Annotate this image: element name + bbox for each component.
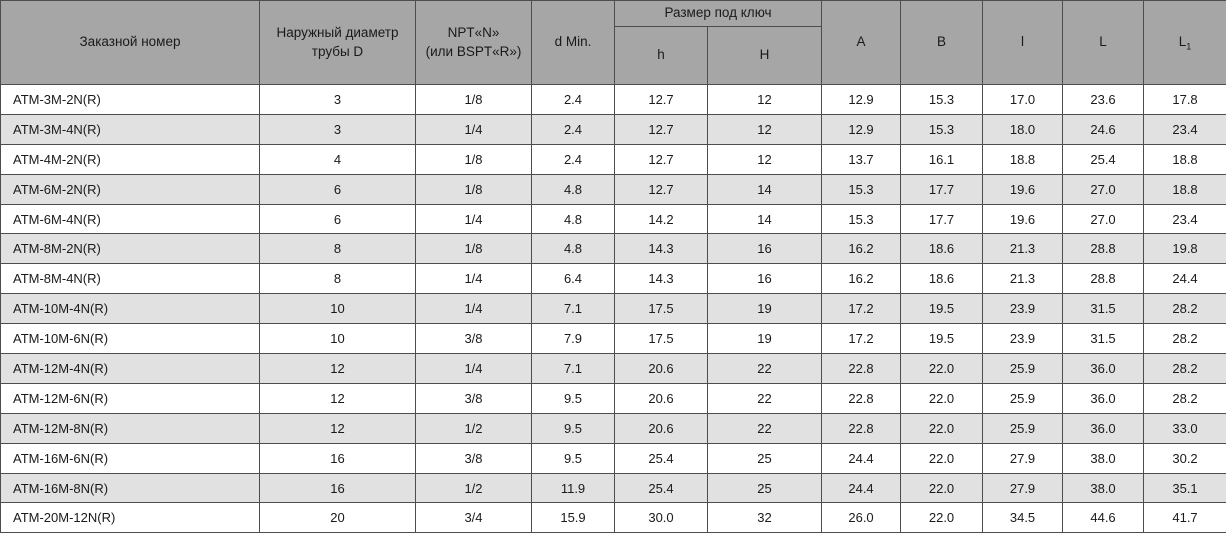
value-cell: 28.2: [1144, 324, 1226, 354]
order-number-cell: ATM-12M-8N(R): [1, 413, 260, 443]
value-cell: 31.5: [1063, 294, 1144, 324]
value-cell: 16.2: [822, 234, 901, 264]
header-h-lowercase: h: [615, 27, 708, 85]
table-row: [1, 443, 1226, 473]
value-cell: 17.5: [615, 294, 708, 324]
table-row: [1, 85, 1226, 115]
value-cell: 1/4: [416, 114, 532, 144]
value-cell: 27.9: [983, 473, 1063, 503]
value-cell: 3: [260, 114, 416, 144]
value-cell: 23.4: [1144, 114, 1226, 144]
value-cell: 6.4: [532, 264, 615, 294]
value-cell: 26.0: [822, 503, 901, 533]
header-d-min: d Min.: [532, 1, 615, 85]
table-row: [1, 174, 1226, 204]
value-cell: 19: [708, 294, 822, 324]
value-cell: 15.3: [901, 114, 983, 144]
header-l-uppercase: L: [1063, 1, 1144, 85]
value-cell: 9.5: [532, 413, 615, 443]
value-cell: 12.9: [822, 114, 901, 144]
table-row: [1, 473, 1226, 503]
value-cell: 27.0: [1063, 204, 1144, 234]
value-cell: 4.8: [532, 234, 615, 264]
table-row: [1, 264, 1226, 294]
table-body: [1, 85, 1226, 533]
value-cell: 25: [708, 443, 822, 473]
value-cell: 18.8: [1144, 174, 1226, 204]
value-cell: 13.7: [822, 144, 901, 174]
value-cell: 12.7: [615, 114, 708, 144]
header-a: A: [822, 1, 901, 85]
value-cell: 6: [260, 174, 416, 204]
value-cell: 18.0: [983, 114, 1063, 144]
header-npt-line2: (или BSPT«R»): [425, 43, 522, 59]
value-cell: 16: [708, 234, 822, 264]
value-cell: 25.4: [1063, 144, 1144, 174]
header-npt-bspt: [416, 1, 532, 85]
value-cell: 33.0: [1144, 413, 1226, 443]
value-cell: 19.5: [901, 324, 983, 354]
value-cell: 10: [260, 294, 416, 324]
value-cell: 7.1: [532, 354, 615, 384]
value-cell: 9.5: [532, 443, 615, 473]
table-row: [1, 383, 1226, 413]
value-cell: 1/8: [416, 85, 532, 115]
value-cell: 12: [708, 114, 822, 144]
header-npt-line1: NPT«N»: [447, 25, 500, 41]
value-cell: 20.6: [615, 413, 708, 443]
value-cell: 22: [708, 413, 822, 443]
value-cell: 25.4: [615, 473, 708, 503]
value-cell: 36.0: [1063, 383, 1144, 413]
value-cell: 1/2: [416, 473, 532, 503]
value-cell: 4: [260, 144, 416, 174]
value-cell: 7.9: [532, 324, 615, 354]
value-cell: 25.9: [983, 354, 1063, 384]
value-cell: 15.3: [822, 174, 901, 204]
value-cell: 18.6: [901, 234, 983, 264]
value-cell: 8: [260, 264, 416, 294]
value-cell: 15.3: [822, 204, 901, 234]
value-cell: 19.8: [1144, 234, 1226, 264]
order-number-cell: ATM-12M-4N(R): [1, 354, 260, 384]
order-number-cell: ATM-6M-4N(R): [1, 204, 260, 234]
order-number-cell: ATM-16M-8N(R): [1, 473, 260, 503]
value-cell: 30.2: [1144, 443, 1226, 473]
value-cell: 2.4: [532, 85, 615, 115]
value-cell: 3/8: [416, 443, 532, 473]
value-cell: 35.1: [1144, 473, 1226, 503]
value-cell: 24.4: [822, 443, 901, 473]
header-b: B: [901, 1, 983, 85]
value-cell: 14.3: [615, 264, 708, 294]
value-cell: 4.8: [532, 204, 615, 234]
table-row: [1, 294, 1226, 324]
value-cell: 28.8: [1063, 234, 1144, 264]
header-l1: [1144, 1, 1226, 85]
value-cell: 1/4: [416, 294, 532, 324]
value-cell: 18.8: [983, 144, 1063, 174]
value-cell: 23.6: [1063, 85, 1144, 115]
value-cell: 34.5: [983, 503, 1063, 533]
table-row: [1, 204, 1226, 234]
value-cell: 6: [260, 204, 416, 234]
value-cell: 31.5: [1063, 324, 1144, 354]
value-cell: 17.0: [983, 85, 1063, 115]
value-cell: 22.8: [822, 383, 901, 413]
value-cell: 24.6: [1063, 114, 1144, 144]
value-cell: 32: [708, 503, 822, 533]
value-cell: 12.7: [615, 144, 708, 174]
value-cell: 1/8: [416, 174, 532, 204]
value-cell: 7.1: [532, 294, 615, 324]
value-cell: 17.7: [901, 204, 983, 234]
value-cell: 2.4: [532, 144, 615, 174]
value-cell: 1/8: [416, 234, 532, 264]
value-cell: 14.3: [615, 234, 708, 264]
order-number-cell: ATM-8M-4N(R): [1, 264, 260, 294]
value-cell: 12: [708, 85, 822, 115]
value-cell: 24.4: [1144, 264, 1226, 294]
table-header: [1, 1, 1226, 85]
value-cell: 1/2: [416, 413, 532, 443]
table-row: [1, 114, 1226, 144]
header-h-uppercase: H: [708, 27, 822, 85]
value-cell: 3/4: [416, 503, 532, 533]
value-cell: 12.7: [615, 174, 708, 204]
order-number-cell: ATM-3M-4N(R): [1, 114, 260, 144]
order-number-cell: ATM-10M-6N(R): [1, 324, 260, 354]
header-wrench-size: Размер под ключ: [615, 1, 822, 27]
header-outer-diameter: Наружный диаметр трубы D: [260, 1, 416, 85]
table-row: [1, 324, 1226, 354]
value-cell: 4.8: [532, 174, 615, 204]
value-cell: 23.4: [1144, 204, 1226, 234]
value-cell: 1/8: [416, 144, 532, 174]
value-cell: 3: [260, 85, 416, 115]
value-cell: 21.3: [983, 264, 1063, 294]
value-cell: 12: [260, 413, 416, 443]
header-order-number: Заказной номер: [1, 1, 260, 85]
value-cell: 12: [708, 144, 822, 174]
value-cell: 9.5: [532, 383, 615, 413]
order-number-cell: ATM-16M-6N(R): [1, 443, 260, 473]
value-cell: 16.2: [822, 264, 901, 294]
value-cell: 28.8: [1063, 264, 1144, 294]
value-cell: 22.0: [901, 354, 983, 384]
value-cell: 28.2: [1144, 294, 1226, 324]
value-cell: 12: [260, 383, 416, 413]
value-cell: 17.2: [822, 294, 901, 324]
order-number-cell: ATM-3M-2N(R): [1, 85, 260, 115]
value-cell: 15.9: [532, 503, 615, 533]
value-cell: 1/4: [416, 354, 532, 384]
table-row: [1, 413, 1226, 443]
value-cell: 22.0: [901, 383, 983, 413]
value-cell: 25: [708, 473, 822, 503]
value-cell: 28.2: [1144, 383, 1226, 413]
value-cell: 27.0: [1063, 174, 1144, 204]
value-cell: 1/4: [416, 264, 532, 294]
value-cell: 36.0: [1063, 354, 1144, 384]
value-cell: 20: [260, 503, 416, 533]
value-cell: 14: [708, 204, 822, 234]
value-cell: 3/8: [416, 383, 532, 413]
value-cell: 22: [708, 383, 822, 413]
table-row: [1, 144, 1226, 174]
value-cell: 16.1: [901, 144, 983, 174]
value-cell: 38.0: [1063, 473, 1144, 503]
value-cell: 15.3: [901, 85, 983, 115]
value-cell: 22: [708, 354, 822, 384]
value-cell: 20.6: [615, 354, 708, 384]
value-cell: 16: [260, 473, 416, 503]
value-cell: 22.0: [901, 443, 983, 473]
value-cell: 17.2: [822, 324, 901, 354]
value-cell: 41.7: [1144, 503, 1226, 533]
value-cell: 1/4: [416, 204, 532, 234]
table-row: [1, 354, 1226, 384]
value-cell: 22.0: [901, 413, 983, 443]
value-cell: 19.6: [983, 174, 1063, 204]
table-row: [1, 503, 1226, 533]
value-cell: 24.4: [822, 473, 901, 503]
value-cell: 27.9: [983, 443, 1063, 473]
order-number-cell: ATM-20M-12N(R): [1, 503, 260, 533]
value-cell: 28.2: [1144, 354, 1226, 384]
order-number-cell: ATM-4M-2N(R): [1, 144, 260, 174]
order-number-cell: ATM-6M-2N(R): [1, 174, 260, 204]
value-cell: 17.7: [901, 174, 983, 204]
order-number-cell: ATM-10M-4N(R): [1, 294, 260, 324]
header-l1-base: L: [1178, 33, 1187, 49]
table-row: [1, 234, 1226, 264]
value-cell: 25.9: [983, 383, 1063, 413]
value-cell: 30.0: [615, 503, 708, 533]
value-cell: 17.5: [615, 324, 708, 354]
value-cell: 18.6: [901, 264, 983, 294]
value-cell: 21.3: [983, 234, 1063, 264]
order-number-cell: ATM-8M-2N(R): [1, 234, 260, 264]
value-cell: 22.0: [901, 503, 983, 533]
value-cell: 25.9: [983, 413, 1063, 443]
value-cell: 25.4: [615, 443, 708, 473]
value-cell: 22.8: [822, 413, 901, 443]
value-cell: 11.9: [532, 473, 615, 503]
header-l1-subscript: 1: [1186, 41, 1192, 52]
value-cell: 14: [708, 174, 822, 204]
header-l-lowercase: l: [983, 1, 1063, 85]
value-cell: 19.5: [901, 294, 983, 324]
value-cell: 19.6: [983, 204, 1063, 234]
order-number-cell: ATM-12M-6N(R): [1, 383, 260, 413]
value-cell: 44.6: [1063, 503, 1144, 533]
value-cell: 12: [260, 354, 416, 384]
value-cell: 2.4: [532, 114, 615, 144]
value-cell: 16: [708, 264, 822, 294]
value-cell: 23.9: [983, 294, 1063, 324]
value-cell: 18.8: [1144, 144, 1226, 174]
value-cell: 19: [708, 324, 822, 354]
value-cell: 3/8: [416, 324, 532, 354]
value-cell: 36.0: [1063, 413, 1144, 443]
value-cell: 12.7: [615, 85, 708, 115]
value-cell: 8: [260, 234, 416, 264]
value-cell: 22.8: [822, 354, 901, 384]
value-cell: 17.8: [1144, 85, 1226, 115]
value-cell: 12.9: [822, 85, 901, 115]
value-cell: 20.6: [615, 383, 708, 413]
value-cell: 16: [260, 443, 416, 473]
value-cell: 22.0: [901, 473, 983, 503]
value-cell: 23.9: [983, 324, 1063, 354]
value-cell: 14.2: [615, 204, 708, 234]
value-cell: 10: [260, 324, 416, 354]
value-cell: 38.0: [1063, 443, 1144, 473]
